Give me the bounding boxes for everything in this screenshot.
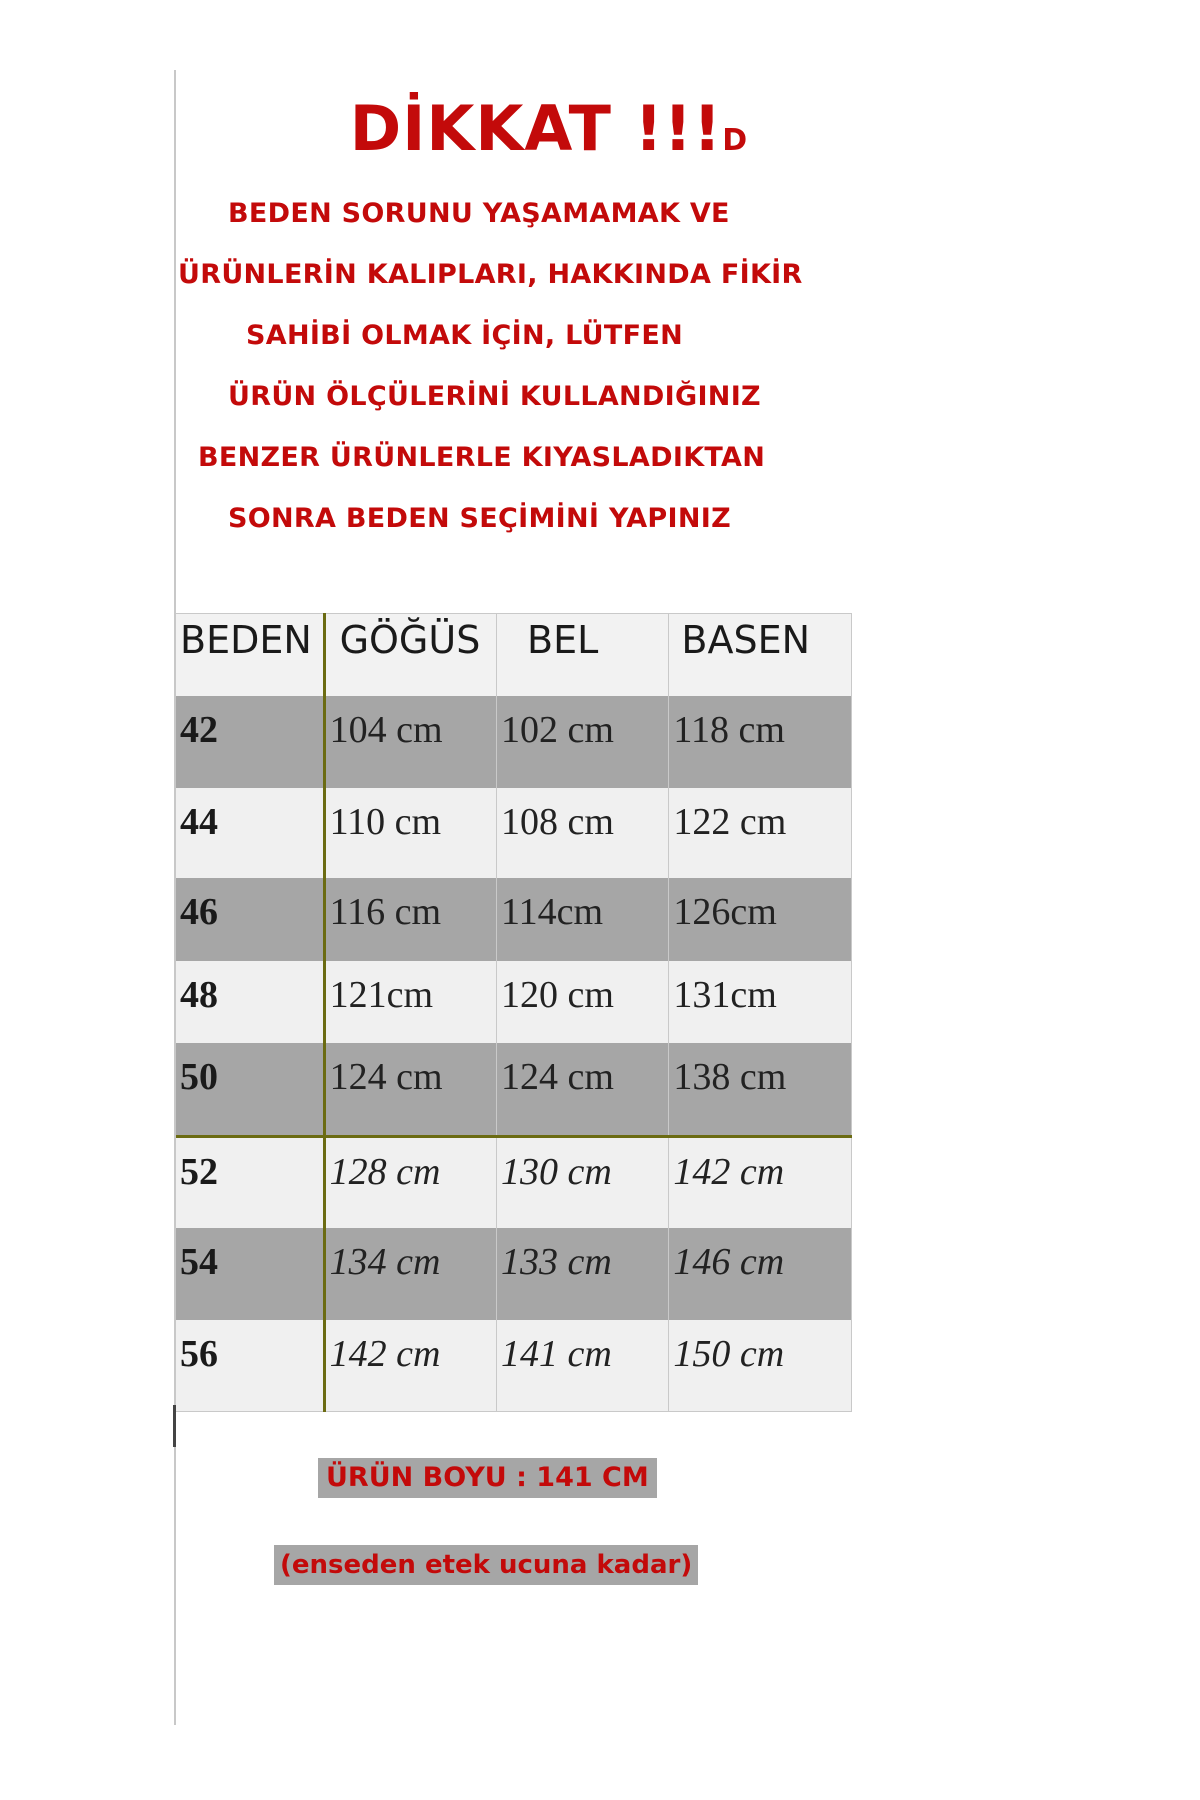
cell-bel: 108 cm — [497, 788, 669, 878]
warning-line: BEDEN SORUNU YAŞAMAMAK VE — [228, 198, 730, 229]
warning-title — [174, 92, 924, 165]
cell-size: 52 — [176, 1136, 324, 1228]
cell-basen: 146 cm — [669, 1228, 852, 1320]
cell-basen: 118 cm — [669, 696, 852, 788]
cell-gogus: 134 cm — [324, 1228, 496, 1320]
warning-line: SONRA BEDEN SEÇİMİNİ YAPINIZ — [228, 503, 731, 534]
table-row — [176, 1043, 852, 1136]
header-gogus: GÖĞÜS — [324, 614, 496, 697]
cell-gogus: 124 cm — [324, 1043, 496, 1136]
size-chart-table — [176, 613, 852, 1412]
cell-size: 54 — [176, 1228, 324, 1320]
warning-line: ÜRÜN ÖLÇÜLERİNİ KULLANDIĞINIZ — [228, 381, 761, 412]
header-beden: BEDEN — [176, 614, 324, 697]
product-length-note: (enseden etek ucuna kadar) — [274, 1545, 698, 1585]
cell-bel: 130 cm — [497, 1136, 669, 1228]
warning-line: ÜRÜNLERİN KALIPLARI, HAKKINDA FİKİR — [178, 259, 803, 290]
cell-gogus: 121cm — [324, 961, 496, 1043]
cell-basen: 126cm — [669, 878, 852, 961]
table-row — [176, 878, 852, 961]
cell-basen: 150 cm — [669, 1320, 852, 1411]
warning-line: SAHİBİ OLMAK İÇİN, LÜTFEN — [246, 320, 683, 351]
cell-bel: 102 cm — [497, 696, 669, 788]
cell-size: 42 — [176, 696, 324, 788]
cell-bel: 133 cm — [497, 1228, 669, 1320]
cell-bel: 114cm — [497, 878, 669, 961]
cell-basen: 142 cm — [669, 1136, 852, 1228]
cell-bel: 141 cm — [497, 1320, 669, 1411]
warning-line: BENZER ÜRÜNLERLE KIYASLADIKTAN — [198, 442, 766, 473]
cell-gogus: 128 cm — [324, 1136, 496, 1228]
header-bel: BEL — [497, 614, 669, 697]
cell-basen: 138 cm — [669, 1043, 852, 1136]
table-row — [176, 696, 852, 788]
cell-bel: 120 cm — [497, 961, 669, 1043]
table-header-row — [176, 614, 852, 697]
table-row — [176, 1228, 852, 1320]
table-row — [176, 1320, 852, 1411]
warning-title-text: DİKKAT !!! — [349, 92, 723, 165]
cell-size: 46 — [176, 878, 324, 961]
cell-gogus: 142 cm — [324, 1320, 496, 1411]
cell-size: 44 — [176, 788, 324, 878]
table-row — [176, 961, 852, 1043]
table-row — [176, 1136, 852, 1228]
cell-size: 50 — [176, 1043, 324, 1136]
cell-size: 56 — [176, 1320, 324, 1411]
warning-title-suffix: D — [722, 123, 749, 158]
cell-bel: 124 cm — [497, 1043, 669, 1136]
header-basen: BASEN — [669, 614, 852, 697]
cell-size: 48 — [176, 961, 324, 1043]
cell-basen: 131cm — [669, 961, 852, 1043]
cell-gogus: 110 cm — [324, 788, 496, 878]
cell-basen: 122 cm — [669, 788, 852, 878]
cell-gogus: 116 cm — [324, 878, 496, 961]
product-length-label: ÜRÜN BOYU : 141 CM — [318, 1458, 657, 1498]
cell-gogus: 104 cm — [324, 696, 496, 788]
table-row — [176, 788, 852, 878]
